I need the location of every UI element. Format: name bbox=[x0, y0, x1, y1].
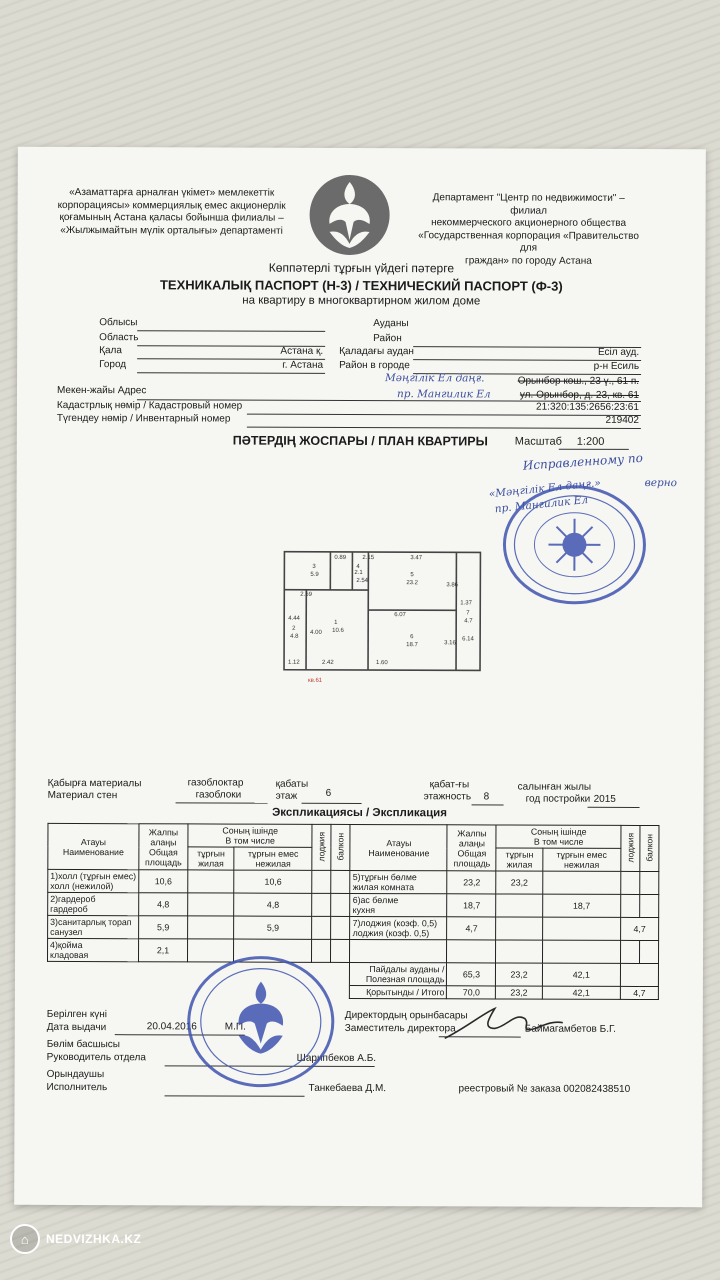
value-exec-name: Танкебаева Д.М. bbox=[308, 1082, 387, 1095]
scale-line bbox=[559, 437, 629, 450]
doc-title-line3: на квартиру в многоквартирном жилом доме bbox=[242, 294, 481, 308]
field-line bbox=[137, 360, 325, 374]
th-res: тұрғын жилая bbox=[496, 848, 542, 871]
table-row: 4)қойма кладовая 2,1 bbox=[48, 938, 659, 963]
th-name: Атауы Наименование bbox=[48, 823, 139, 869]
field-line bbox=[176, 790, 268, 803]
plan-room-num: 7 bbox=[466, 610, 470, 617]
scale-label: Масштаб bbox=[514, 435, 562, 448]
label-deputy-ru: Заместитель директора bbox=[344, 1022, 456, 1035]
label-exec-kz: Орындаушы bbox=[46, 1068, 105, 1081]
label-floors-kz: қабат-ғы bbox=[429, 779, 470, 791]
value-year: 2015 bbox=[593, 793, 616, 805]
label-head-kz: Бөлім басшысы bbox=[46, 1038, 121, 1051]
field-line bbox=[137, 346, 325, 360]
plan-dim: 6.07 bbox=[394, 612, 406, 619]
doc-title-main: ТЕХНИКАЛЫҚ ПАСПОРТ (Н-3) / ТЕХНИЧЕСКИЙ ПАСПОРТ (Ф-3) bbox=[159, 277, 563, 294]
value-kala-audan: Есіл ауд. bbox=[597, 346, 640, 358]
plan-dim: 2.42 bbox=[322, 659, 334, 666]
th-area: Жалпы алаңы Общая площадь bbox=[447, 825, 496, 871]
plan-room-num: 6 bbox=[410, 634, 414, 641]
handwritten-address-ru: пр. Мангилик Ел bbox=[396, 388, 491, 401]
signature-deputy bbox=[435, 998, 575, 1048]
label-kala-audan: Қаладағы аудан bbox=[339, 345, 414, 358]
th-name: Атауы Наименование bbox=[350, 824, 447, 870]
table-row: 1)холл (тұрғын емес) холл (нежилой) 10,6 10,6 5)тұрғын бөлме жилая комната 23,2 23,2 bbox=[48, 869, 659, 894]
org-ru-line: Департамент "Центр по недвижимости" – филиал bbox=[432, 192, 625, 217]
field-line bbox=[137, 318, 325, 332]
emblem-logo bbox=[299, 170, 399, 260]
value-gorod: г. Астана bbox=[282, 359, 324, 371]
plan-room-num: 3 bbox=[312, 563, 316, 570]
official-round-stamp-bottom bbox=[181, 951, 341, 1092]
org-kz-line: корпорациясы» коммерциялық емес акционерлік bbox=[57, 199, 286, 212]
value-cadastral: 21:320:135:2656:23:61 bbox=[536, 401, 639, 413]
table-useful-row: Пайдалы ауданы / Полезная площадь 65,3 23,2 42,1 bbox=[47, 961, 658, 986]
plan-dim: 1.60 bbox=[376, 660, 388, 667]
value-wall-kz: газоблоктар bbox=[187, 777, 244, 789]
label-issued-ru: Дата выдачи bbox=[46, 1021, 107, 1034]
label-raion: Район bbox=[373, 333, 402, 345]
plan-room-num: 1 bbox=[334, 619, 338, 626]
value-deputy-name: Баймагамбетов Б.Г. bbox=[524, 1023, 616, 1035]
plan-room-num: 5 bbox=[410, 572, 414, 579]
table-total-row: Қорытынды / Итого 70,0 23,2 42,1 4,7 bbox=[47, 984, 658, 999]
plan-apartment-label: кв.61 bbox=[307, 677, 323, 684]
label-exec-ru: Исполнитель bbox=[46, 1081, 108, 1094]
label-inventory: Түгендеу нөмір / Инвентарный номер bbox=[56, 412, 231, 425]
explication-table bbox=[47, 823, 660, 1000]
handwritten-correction: Исправленному по bbox=[522, 450, 644, 473]
label-cadastral: Кадастрлық нөмір / Кадастровый номер bbox=[56, 399, 243, 412]
plan-room-area: 2.1 bbox=[354, 569, 363, 577]
plan-dim: 2.69 bbox=[300, 591, 312, 598]
th-incl: Соның ішінде В том числе bbox=[496, 825, 621, 848]
label-year-ru: год постройки bbox=[525, 793, 591, 805]
label-floors-ru: этажность bbox=[423, 791, 472, 803]
value-floors: 8 bbox=[483, 791, 490, 803]
org-kz-line: қоғамының Астана қаласы бойынша филиалы – bbox=[59, 211, 284, 224]
th-balcony: балкон bbox=[640, 825, 659, 871]
th-incl: Соның ішінде В том числе bbox=[188, 824, 313, 847]
org-ru-line: «Государственная корпорация «Правительство для bbox=[418, 229, 639, 254]
org-ru-line: граждан» по городу Астана bbox=[465, 254, 592, 267]
plan-dim: 0.89 bbox=[334, 554, 347, 561]
value-wall-ru: газоблоки bbox=[195, 789, 242, 801]
handwritten-name-ru: пр. Мангилик Ел bbox=[494, 493, 589, 516]
label-floor-ru: этаж bbox=[275, 790, 298, 802]
plan-dim: 3.47 bbox=[410, 555, 423, 562]
scale-value: 1:200 bbox=[576, 435, 605, 448]
site-watermark bbox=[10, 1224, 170, 1254]
label-year-kz: салынған жылы bbox=[517, 781, 592, 793]
plan-room-area: 10.6 bbox=[332, 627, 344, 634]
plan-dim: 6.14 bbox=[462, 636, 474, 643]
label-oblys: Облысы bbox=[99, 317, 138, 329]
value-head-name: Шарипбеков А.Б. bbox=[296, 1052, 377, 1065]
label-address: Мекен-жайы Адрес bbox=[56, 384, 147, 397]
label-oblast: Область bbox=[99, 332, 139, 344]
org-kz-line: «Азаматтарға арналған үкімет» мемлекеттік bbox=[69, 186, 275, 199]
plan-title: ПӘТЕРДІҢ ЖОСПАРЫ / ПЛАН КВАРТИРЫ bbox=[232, 433, 488, 449]
field-line bbox=[588, 795, 640, 808]
plan-dim: 2.54 bbox=[356, 577, 369, 585]
technical-passport-document bbox=[14, 147, 706, 1207]
value-issued: 20.04.2016 bbox=[146, 1021, 197, 1033]
plan-dim: 4.44 bbox=[288, 615, 300, 622]
house-icon: ⌂ bbox=[10, 1224, 40, 1254]
handwritten-verno: верно bbox=[644, 476, 677, 490]
field-line bbox=[247, 415, 641, 429]
plan-room-area: 5.9 bbox=[310, 571, 319, 578]
value-address-kz: Орынбор көш., 23 ү., 61 п. bbox=[517, 375, 640, 387]
field-line bbox=[302, 791, 362, 804]
table-row: 2)гардероб гардероб 4,8 4,8 6)ас бөлме кухня 18,7 18,7 bbox=[48, 892, 659, 917]
th-area: Жалпы алаңы Общая площадь bbox=[139, 824, 188, 870]
official-round-stamp-top bbox=[494, 480, 652, 609]
org-kz-line: «Жылжымайтын мүлік орталығы» департаменті bbox=[60, 224, 283, 237]
label-issued-kz: Берілген күні bbox=[46, 1008, 107, 1021]
label-wall-kz: Қабырға материалы bbox=[47, 777, 142, 790]
value-address-ru: ул. Орынбор, д. 23, кв. 61 bbox=[519, 389, 640, 401]
field-line bbox=[413, 347, 641, 361]
label-deputy-kz: Директордың орынбасары bbox=[344, 1009, 468, 1022]
plan-room-area: 23.2 bbox=[406, 580, 419, 587]
plan-dim: 3.86 bbox=[446, 582, 459, 589]
th-balcony: балкон bbox=[331, 824, 350, 870]
field-line bbox=[472, 792, 504, 805]
label-audany: Ауданы bbox=[373, 318, 409, 330]
label-kala: Қала bbox=[99, 345, 122, 357]
plan-dim: 1.37 bbox=[460, 600, 472, 607]
value-inventory: 219402 bbox=[605, 414, 639, 426]
plan-room-area: 4.8 bbox=[290, 633, 299, 640]
handwritten-name-kz: «Мәңгілік Ел даңғ.» bbox=[488, 476, 602, 501]
table-header-row bbox=[48, 823, 659, 848]
th-res: тұрғын жилая bbox=[188, 847, 234, 870]
order-number: реестровый № заказа 002082438510 bbox=[458, 1083, 631, 1095]
doc-title-line1: Көппәтерлі тұрғын үйдегі пәтерге bbox=[268, 260, 455, 276]
value-kala: Астана қ. bbox=[280, 345, 324, 357]
plan-room-num: 4 bbox=[356, 563, 360, 570]
handwritten-address-kz: Мәңгілік Ел даңғ. bbox=[385, 372, 485, 385]
label-wall-ru: Материал стен bbox=[47, 789, 118, 802]
plan-dim: 4.00 bbox=[310, 629, 322, 636]
org-kz-header bbox=[50, 187, 294, 238]
value-raion-gorod: р-н Есиль bbox=[593, 360, 640, 372]
org-ru-line: некоммерческого акционерного общества bbox=[431, 217, 627, 229]
label-gorod: Город bbox=[99, 359, 127, 371]
th-loggia: лоджия bbox=[312, 824, 331, 870]
th-nonres: тұрғын емес нежилая bbox=[543, 848, 621, 871]
plan-dim: 1.12 bbox=[288, 659, 300, 666]
org-ru-header bbox=[415, 192, 641, 268]
label-head-ru: Руководитель отдела bbox=[46, 1051, 146, 1064]
value-floor: 6 bbox=[325, 787, 332, 799]
floor-plan-drawing bbox=[278, 546, 498, 687]
plan-room-area: 4.7 bbox=[464, 618, 473, 625]
label-raion-gorod: Район в городе bbox=[339, 359, 410, 372]
th-loggia: лоджия bbox=[621, 825, 640, 871]
plan-room-area: 18.7 bbox=[406, 642, 418, 649]
plan-room-num: 2 bbox=[292, 625, 296, 632]
table-row: 3)санитарлық торап санузел 5,9 5,9 7)лоджия (коэф. 0,5) лоджия (коэф. 0,5) 4,7 4,7 bbox=[48, 915, 659, 940]
label-floor-kz: қабаты bbox=[275, 778, 309, 790]
th-nonres: тұрғын емес нежилая bbox=[234, 847, 312, 870]
watermark-text: NEDVIZHKA.KZ bbox=[46, 1232, 142, 1246]
mp-label: М.П. bbox=[224, 1021, 246, 1033]
plan-dim: 2.15 bbox=[362, 555, 375, 562]
explication-title: Экспликациясы / Экспликация bbox=[272, 806, 447, 820]
plan-dim: 3.16 bbox=[444, 640, 456, 647]
